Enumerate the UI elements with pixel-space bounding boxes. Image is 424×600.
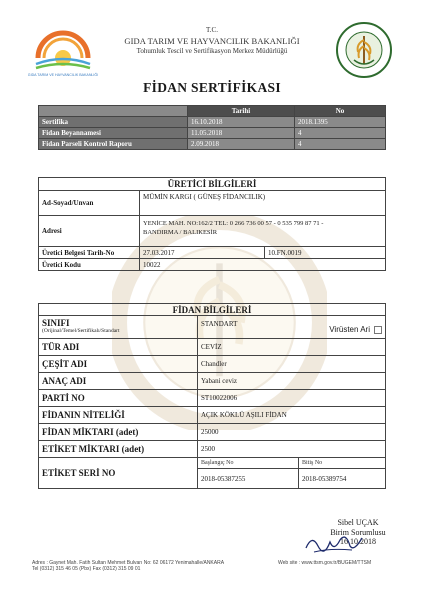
ministry-logo-text: GIDA TARIM VE HAYVANCILIK BAKANLIĞI — [28, 73, 98, 77]
class-value-cell — [198, 316, 386, 339]
quality-value: AÇIK KÖKLÜ AŞILI FİDAN — [198, 407, 386, 424]
signatory-title: Birim Sorumlusu — [330, 528, 386, 537]
serial-label: ETİKET SERİ NO — [39, 458, 198, 489]
class-label: SINIFI — [42, 318, 70, 328]
header-directorate: Tohumluk Tescil ve Sertifikasyon Merkez Müdürlüğü — [136, 47, 288, 55]
directorate-seal-icon — [334, 20, 394, 80]
code-value: 10022 — [140, 259, 386, 271]
rootstock-value: Yabani ceviz — [198, 373, 386, 390]
rootstock-label: ANAÇ ADI — [39, 373, 198, 390]
license-no: 10.FN.0019 — [265, 247, 386, 259]
summary-row — [39, 117, 386, 128]
serial-start-value: 2018-05387255 — [198, 469, 299, 489]
virus-free-checkbox — [374, 326, 382, 334]
name-value: MÜMİN KARGI ( GÜNEŞ FİDANCILIK) — [140, 191, 386, 216]
footer-phone: Tel (0312) 315 46 05 (Pbx) Fax (0312) 315 09 01 — [32, 566, 141, 572]
footer-website: Web site : www.ttsm.gov.tr/BUGEM/TTSM — [278, 560, 372, 566]
footer-address: Adres : Gaynet Mah. Fatih Sultan Mehmet Bulvarı No: 62 06172 Yenimahalle/ANKARA — [32, 560, 225, 566]
header-tc: T.C. — [206, 26, 218, 34]
summary-row — [39, 128, 386, 139]
summary-date: 2.09.2018 — [188, 139, 295, 150]
seedling-section-title: FİDAN BİLGİLERİ — [39, 304, 386, 316]
serial-end-value: 2018-05389754 — [299, 469, 386, 489]
lot-label: PARTİ NO — [39, 390, 198, 407]
summary-date-header: Tarihi — [188, 106, 295, 117]
species-value: CEVİZ — [198, 339, 386, 356]
address-line2: BANDIRMA / BALIKESİR — [143, 229, 218, 236]
species-label: TÜR ADI — [39, 339, 198, 356]
summary-no: 4 — [295, 139, 386, 150]
producer-section-title: ÜRETİCİ BİLGİLERİ — [39, 178, 386, 191]
license-date: 27.03.2017 — [140, 247, 265, 259]
tag-quantity-value: 2500 — [198, 441, 386, 458]
class-label-cell — [39, 316, 198, 339]
ministry-logo — [28, 28, 98, 84]
quantity-value: 25000 — [198, 424, 386, 441]
header-ministry: GIDA TARIM VE HAYVANCILIK BAKANLIĞI — [124, 36, 300, 46]
tag-quantity-label: ETİKET MİKTARI (adet) — [39, 441, 198, 458]
handwritten-signature — [300, 530, 370, 556]
serial-start-label: Başlangıç No — [198, 458, 299, 469]
address-value — [140, 216, 386, 247]
code-label: Üretici Kodu — [39, 259, 140, 271]
address-label: Adresi — [39, 216, 140, 247]
address-line1: YENİCE MAH. NO:162/2 TEL: 0 266 736 00 57 - 0 535 799 87 71 - — [143, 220, 324, 227]
signatory-name: Sibel UÇAK — [337, 518, 379, 527]
seedling-info-table — [38, 303, 386, 489]
summary-no: 4 — [295, 128, 386, 139]
lot-value: ST10022006 — [198, 390, 386, 407]
variety-value: Chandler — [198, 356, 386, 373]
summary-date: 16.10.2018 — [188, 117, 295, 128]
quality-label: FİDANIN NİTELİĞİ — [39, 407, 198, 424]
summary-corner — [39, 106, 188, 117]
name-label: Ad-Soyad/Unvan — [39, 191, 140, 216]
summary-label: Fidan Parseli Kontrol Raporu — [39, 139, 188, 150]
summary-no-header: No — [295, 106, 386, 117]
summary-label: Fidan Beyannamesi — [39, 128, 188, 139]
summary-date: 11.05.2018 — [188, 128, 295, 139]
document-title: FİDAN SERTİFİKASI — [143, 80, 281, 95]
signature-date: 16.10.2018 — [340, 537, 376, 546]
class-sub-label: (Orijinal/Temel/Sertifikalı/Standart — [42, 328, 120, 334]
quantity-label: FİDAN MİKTARI (adet) — [39, 424, 198, 441]
license-label: Üretici Belgesi Tarih-No — [39, 247, 140, 259]
footer-contact — [32, 560, 224, 572]
summary-no: 2018.1395 — [295, 117, 386, 128]
summary-row — [39, 139, 386, 150]
producer-info-table — [38, 177, 386, 271]
class-value: STANDART — [201, 320, 238, 328]
virus-free-field — [329, 325, 382, 334]
certificate-summary-table — [38, 105, 386, 150]
serial-end-label: Bitiş No — [299, 458, 386, 469]
summary-label: Sertifika — [39, 117, 188, 128]
virus-free-label: Virüsten Ari — [329, 325, 370, 334]
variety-label: ÇEŞİT ADI — [39, 356, 198, 373]
